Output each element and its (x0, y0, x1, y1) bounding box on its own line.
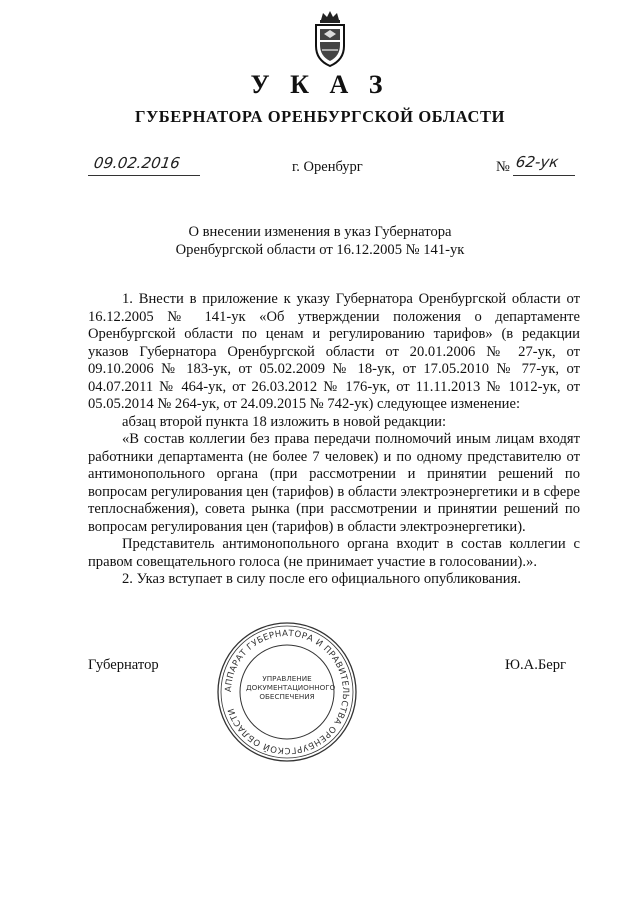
decree-city: г. Оренбург (292, 159, 363, 175)
subject-line-1: О внесении изменения в указ Губернатора (188, 224, 452, 240)
paragraph-5: 2. Указ вступает в силу после его официального опубликования. (122, 571, 521, 587)
decree-subject (0, 223, 640, 259)
stamp-line-1: УПРАВЛЕНИЕ (262, 674, 312, 683)
stamp-line-3: ОБЕСПЕЧЕНИЯ (259, 692, 315, 701)
document-issuer: ГУБЕРНАТОРА ОРЕНБУРГСКОЙ ОБЛАСТИ (134, 107, 506, 126)
subject-line-2: Оренбургской области от 16.12.2005 № 141-ук (175, 242, 465, 258)
date-underline (88, 175, 200, 176)
coat-of-arms-icon (309, 10, 351, 68)
paragraph-2: абзац второй пункта 18 изложить в новой редакции: (122, 413, 447, 430)
paragraph-4: Представитель антимонопольного органа входит в состав коллегии с правом совещательного голоса (не принимает участие в голосовании).». (88, 536, 580, 570)
paragraph-1: 1. Внести в приложение к указу Губернатора Оренбургской области от 16.12.2005 № 141-ук «Об утверждении положения о департаменте Оренбургской области по ценам и регулированию тарифов» (в редакции указов Губернатора Оренбургской области от 20.01.2006 № 27-ук, от 09.10.2006 № 183-ук, от 05.02.2009 № 18-ук, от 17.05.2010 № 77-ук, от 04.07.2011 № 464-ук, от 26.03.2012 № 176-ук, от 11.11.2013 № 1012-ук, от 05.05.2014 № 264-ук, от 24.09.2015 № 742-ук) следующее изменение: (88, 291, 580, 412)
stamp-center-text (246, 674, 336, 701)
stamp-ring-text: АППАРАТ ГУБЕРНАТОРА И ПРАВИТЕЛЬСТВА ОРЕНБУРГСКОЙ ОБЛАСТИ (223, 628, 351, 756)
decree-number: 62-ук (514, 153, 560, 171)
signatory-position: Губернатор (88, 657, 159, 673)
decree-date: 09.02.2016 (92, 154, 182, 172)
number-underline (513, 175, 575, 176)
document-title: У К А З (250, 70, 390, 99)
number-sign: № (496, 159, 510, 175)
decree-body (88, 291, 580, 589)
signatory-name: Ю.А.Берг (505, 657, 566, 673)
stamp-line-2: ДОКУМЕНТАЦИОННОГО (246, 683, 336, 692)
paragraph-3: «В состав коллегии без права передачи полномочий иным лицам входят работники департамента (не более 7 человек) и по одному представителю от антимонопольного органа (при рассмотрении и принятии решений по вопросам регулирования цен (тарифов) в области электроэнергетики и в сфере теплоснабжения), совета рынка (при рассмотрении и принятии решений по вопросам регулирования цен (тарифов) в области электроэнергетики). (88, 431, 580, 535)
